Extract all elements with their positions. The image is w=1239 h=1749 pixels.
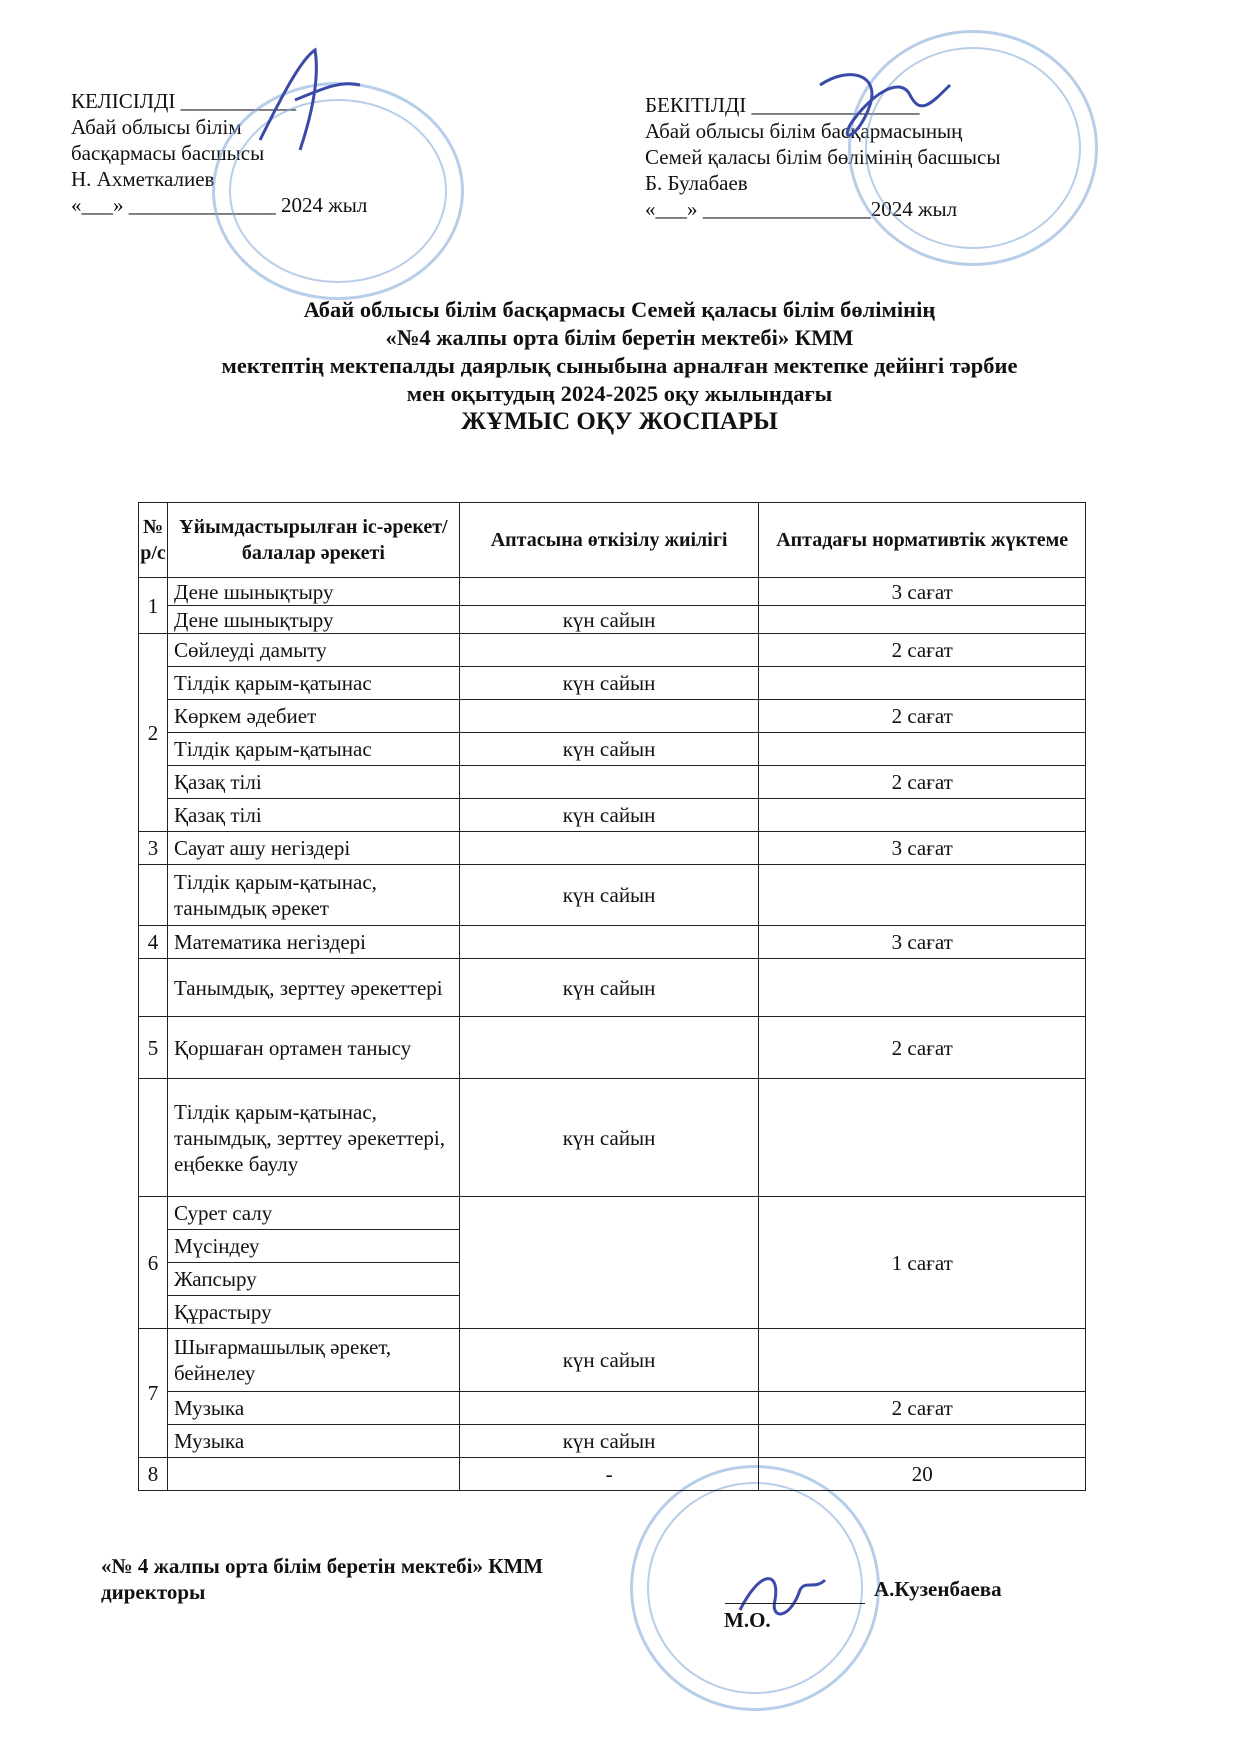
table-row bbox=[139, 667, 1086, 700]
header-load: Аптадағы нормативтік жүктеме bbox=[759, 503, 1086, 578]
row-load bbox=[759, 959, 1086, 1017]
approval-left-org: Абай облысы білім bbox=[71, 115, 242, 139]
row-load bbox=[759, 865, 1086, 926]
row-activity: Сөйлеуді дамыту bbox=[167, 634, 459, 667]
approval-left-heading: КЕЛІСІЛДІ ___________ bbox=[71, 89, 297, 113]
approval-right-heading: БЕКІТІЛДІ ________________ bbox=[645, 93, 920, 117]
plan-table bbox=[138, 502, 1086, 1491]
table-row bbox=[139, 766, 1086, 799]
title-line-5: ЖҰМЫС ОҚУ ЖОСПАРЫ bbox=[461, 408, 778, 435]
row-activity: Дене шынықтыру bbox=[167, 606, 459, 634]
table-row bbox=[139, 578, 1086, 606]
row-num bbox=[139, 1079, 168, 1197]
row-activity: Дене шынықтыру bbox=[167, 578, 459, 606]
row-activity: Көркем әдебиет bbox=[167, 700, 459, 733]
approval-right-date: «___» ________________2024 жыл bbox=[645, 197, 958, 221]
table-row bbox=[139, 1329, 1086, 1392]
header-freq: Аптасына өткізілу жиілігі bbox=[459, 503, 759, 578]
title-line-4: мен оқытудың 2024-2025 оқу жылындағы bbox=[406, 381, 833, 406]
row-freq: - bbox=[459, 1458, 759, 1491]
row-load: 2 сағат bbox=[759, 700, 1086, 733]
row-activity: Мүсіндеу bbox=[167, 1230, 459, 1263]
row-freq: күн сайын bbox=[459, 865, 759, 926]
row-freq bbox=[459, 700, 759, 733]
row-load: 20 bbox=[759, 1458, 1086, 1491]
table-row bbox=[139, 959, 1086, 1017]
footer-seal-place: М.О. bbox=[724, 1608, 771, 1632]
row-num: 7 bbox=[139, 1329, 168, 1458]
approval-left-person: Н. Ахметкалиев bbox=[71, 167, 215, 191]
row-activity: Сауат ашу негіздері bbox=[167, 832, 459, 865]
row-activity: Тілдік қарым-қатынас bbox=[167, 733, 459, 766]
row-activity: Қазақ тілі bbox=[167, 799, 459, 832]
table-row bbox=[139, 700, 1086, 733]
row-activity: Жапсыру bbox=[167, 1263, 459, 1296]
row-freq: күн сайын bbox=[459, 667, 759, 700]
row-activity: Қазақ тілі bbox=[167, 766, 459, 799]
row-num bbox=[139, 959, 168, 1017]
table-row bbox=[139, 1197, 1086, 1230]
header-activity: Ұйымдастырылған іс-әрекет/балалар әрекеті bbox=[167, 503, 459, 578]
row-freq bbox=[459, 766, 759, 799]
row-freq bbox=[459, 926, 759, 959]
title-line-3: мектептің мектепалды даярлық сыныбына арналған мектепке дейінгі тәрбие bbox=[221, 353, 1018, 378]
approval-right-org: Абай облысы білім басқармасының bbox=[645, 119, 963, 143]
row-load bbox=[759, 606, 1086, 634]
footer-position: директоры bbox=[101, 1580, 206, 1604]
row-freq bbox=[459, 634, 759, 667]
row-num: 5 bbox=[139, 1017, 168, 1079]
document-title bbox=[0, 296, 1239, 436]
row-load: 2 сағат bbox=[759, 634, 1086, 667]
row-num: 1 bbox=[139, 578, 168, 634]
row-activity bbox=[167, 1458, 459, 1491]
row-load: 2 сағат bbox=[759, 766, 1086, 799]
row-freq bbox=[459, 1392, 759, 1425]
table-row bbox=[139, 606, 1086, 634]
table-row bbox=[139, 926, 1086, 959]
row-num: 2 bbox=[139, 634, 168, 832]
row-load: 2 сағат bbox=[759, 1392, 1086, 1425]
footer-director bbox=[101, 1553, 543, 1605]
row-freq: күн сайын bbox=[459, 1329, 759, 1392]
table-row bbox=[139, 1017, 1086, 1079]
row-num: 6 bbox=[139, 1197, 168, 1329]
row-activity: Танымдық, зерттеу әрекеттері bbox=[167, 959, 459, 1017]
table-row bbox=[139, 634, 1086, 667]
row-activity: Шығармашылық әрекет, бейнелеу bbox=[167, 1329, 459, 1392]
row-load bbox=[759, 1079, 1086, 1197]
header-num: № р/с bbox=[139, 503, 168, 578]
row-activity: Музыка bbox=[167, 1392, 459, 1425]
row-activity: Тілдік қарым-қатынас, танымдық әрекет bbox=[167, 865, 459, 926]
row-load: 1 сағат bbox=[759, 1197, 1086, 1329]
title-line-2: «№4 жалпы орта білім беретін мектебі» КММ bbox=[385, 325, 854, 350]
row-load: 3 сағат bbox=[759, 578, 1086, 606]
approval-left-date: «___» ______________ 2024 жыл bbox=[71, 193, 368, 217]
footer-school: «№ 4 жалпы орта білім беретін мектебі» КММ bbox=[101, 1554, 544, 1578]
row-activity: Музыка bbox=[167, 1425, 459, 1458]
row-freq: күн сайын bbox=[459, 1079, 759, 1197]
row-activity: Тілдік қарым-қатынас, танымдық, зерттеу әрекеттері, еңбекке баулу bbox=[167, 1079, 459, 1197]
table-row bbox=[139, 1079, 1086, 1197]
row-num: 8 bbox=[139, 1458, 168, 1491]
table-row bbox=[139, 832, 1086, 865]
table-row bbox=[139, 865, 1086, 926]
row-freq: күн сайын bbox=[459, 1425, 759, 1458]
approval-left-position: басқармасы басшысы bbox=[71, 141, 265, 165]
row-load bbox=[759, 1329, 1086, 1392]
row-freq: күн сайын bbox=[459, 799, 759, 832]
row-load bbox=[759, 667, 1086, 700]
row-freq: күн сайын bbox=[459, 733, 759, 766]
table-row bbox=[139, 1425, 1086, 1458]
row-num: 3 bbox=[139, 832, 168, 865]
title-line-1: Абай облысы білім басқармасы Семей қаласы білім бөлімінің bbox=[303, 297, 936, 322]
signature-left bbox=[240, 40, 380, 160]
table-row bbox=[139, 1392, 1086, 1425]
approval-right-person: Б. Булабаев bbox=[645, 171, 748, 195]
row-freq bbox=[459, 832, 759, 865]
row-freq: күн сайын bbox=[459, 959, 759, 1017]
row-activity: Тілдік қарым-қатынас bbox=[167, 667, 459, 700]
signature-line bbox=[725, 1603, 865, 1604]
row-activity: Қоршаған ортамен танысу bbox=[167, 1017, 459, 1079]
row-load bbox=[759, 799, 1086, 832]
approval-right-position: Семей қаласы білім бөлімінің басшысы bbox=[645, 145, 1001, 169]
row-activity: Сурет салу bbox=[167, 1197, 459, 1230]
signature-right bbox=[810, 55, 960, 165]
row-activity: Математика негіздері bbox=[167, 926, 459, 959]
footer-director-name: А.Кузенбаева bbox=[874, 1577, 1002, 1601]
table-row bbox=[139, 733, 1086, 766]
table-row bbox=[139, 1458, 1086, 1491]
row-load: 3 сағат bbox=[759, 926, 1086, 959]
row-load: 3 сағат bbox=[759, 832, 1086, 865]
row-load: 2 сағат bbox=[759, 1017, 1086, 1079]
row-activity: Құрастыру bbox=[167, 1296, 459, 1329]
row-freq bbox=[459, 578, 759, 606]
table-row bbox=[139, 799, 1086, 832]
table-header-row bbox=[139, 503, 1086, 578]
row-load bbox=[759, 1425, 1086, 1458]
row-freq bbox=[459, 1197, 759, 1329]
row-num: 4 bbox=[139, 926, 168, 959]
row-freq: күн сайын bbox=[459, 606, 759, 634]
row-load bbox=[759, 733, 1086, 766]
row-freq bbox=[459, 1017, 759, 1079]
row-num bbox=[139, 865, 168, 926]
